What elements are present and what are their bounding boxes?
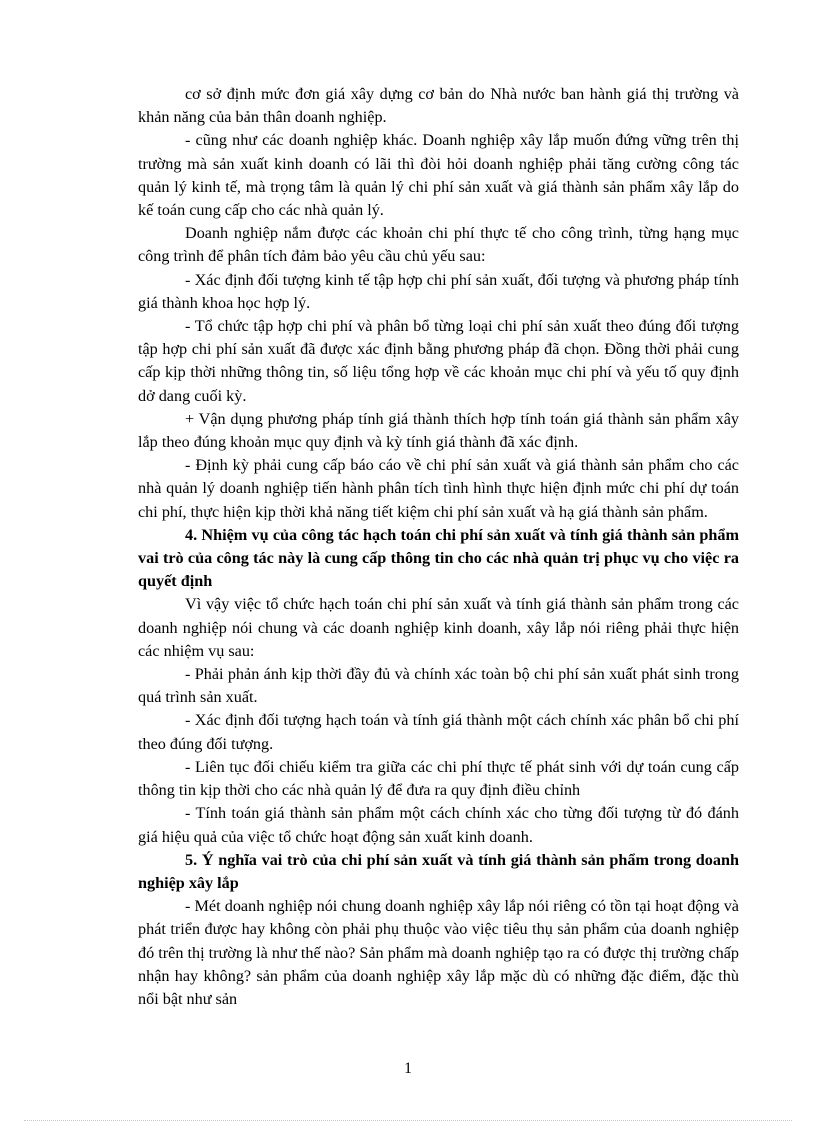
section-heading: 4. Nhiệm vụ của công tác hạch toán chi phí sản xuất và tính giá thành sản phẩm vai trò của công tác này là cung cấp thông tin cho các nhà quản trị phục vụ cho việc ra quyết định xyxy=(138,525,739,591)
body-paragraph: - Phải phản ánh kịp thời đầy đủ và chính xác toàn bộ chi phí sản xuất phát sinh trong quá trình sản xuất. xyxy=(138,665,739,707)
page-bottom-border xyxy=(24,1120,792,1121)
body-paragraph: - Định kỳ phải cung cấp báo cáo về chi phí sản xuất và giá thành sản phẩm cho các nhà quản lý doanh nghiệp tiến hành phân tích tình hình thực hiện định mức chi phí dự toán chi phí, thực hiện kịp thời khả năng tiết kiệm chi phí sản xuất và hạ giá thành sản phẩm. xyxy=(138,456,739,521)
page-number: 1 xyxy=(404,1060,412,1077)
body-paragraph: - Xác định đối tượng kinh tế tập hợp chi phí sản xuất, đối tượng và phương pháp tính giá thành khoa học hợp lý. xyxy=(138,270,739,312)
body-paragraph: Vì vậy việc tổ chức hạch toán chi phí sản xuất và tính giá thành sản phẩm trong các doanh nghiệp nói chung và các doanh nghiệp kinh doanh, xây lắp nói riêng phải thực hiện các nhiệm vụ sau: xyxy=(138,595,739,660)
section-heading: 5. Ý nghĩa vai trò của chi phí sản xuất và tính giá thành sản phẩm trong doanh nghiệp xây lắp xyxy=(138,850,739,892)
body-paragraph: - Liên tục đối chiếu kiểm tra giữa các chi phí thực tế phát sinh với dự toán cung cấp thông tin kịp thời cho các nhà quản lý để đưa ra quy định điều chỉnh xyxy=(138,757,739,800)
body-paragraph: Doanh nghiệp nắm được các khoản chi phí thực tế cho công trình, từng hạng mục công trình để phân tích đảm bảo yêu cầu chủ yếu sau: xyxy=(138,224,739,266)
body-paragraph: - cũng như các doanh nghiệp khác. Doanh nghiệp xây lắp muốn đứng vững trên thị trường mà sản xuất kinh doanh có lãi thì đòi hỏi doanh nghiệp phải tăng cường công tác quản lý kinh tế, mà trọng tâm là quản lý chi phí sản xuất và giá thành sản phẩm xây lắp do kế toán cung cấp cho các nhà quản lý. xyxy=(138,131,739,220)
body-paragraph: + Vận dụng phương pháp tính giá thành thích hợp tính toán giá thành sản phẩm xây lắp theo đúng khoản mục quy định và kỳ tính giá thành đã xác định. xyxy=(138,409,739,452)
body-paragraph: - Tính toán giá thành sản phẩm một cách chính xác cho từng đối tượng từ đó đánh giá hiệu quả của việc tổ chức hoạt động sản xuất kinh doanh. xyxy=(138,804,739,846)
body-paragraph: - Mét doanh nghiệp nói chung doanh nghiệp xây lắp nói riêng có tồn tại hoạt động và phát triển được hay không còn phải phụ thuộc vào việc tiêu thụ sản phẩm của doanh nghiệp đó trên thị trường là như thế nào? Sản phẩm mà doanh nghiệp tạo ra có được thị trường chấp nhận hay không? sản phẩm của doanh nghiệp xây lắp mặc dù có những đặc điểm, đặc thù nổi bật như sản xyxy=(138,897,739,1008)
page-content xyxy=(138,83,739,1011)
body-paragraph: - Tổ chức tập hợp chi phí và phân bổ từng loại chi phí sản xuất theo đúng đối tượng tập hợp chi phí sản xuất đã được xác định bằng phương pháp đã chọn. Đồng thời phải cung cấp kịp thời những thông tin, số liệu tổng hợp về các khoản mục chi phí và yếu tố quy định dở dang cuối kỳ. xyxy=(138,317,739,405)
body-paragraph: - Xác định đối tượng hạch toán và tính giá thành một cách chính xác phân bổ chi phí theo đúng đối tượng. xyxy=(138,711,739,753)
body-paragraph: cơ sở định mức đơn giá xây dựng cơ bản do Nhà nước ban hành giá thị trường và khản năng của bản thân doanh nghiệp. xyxy=(138,85,739,127)
